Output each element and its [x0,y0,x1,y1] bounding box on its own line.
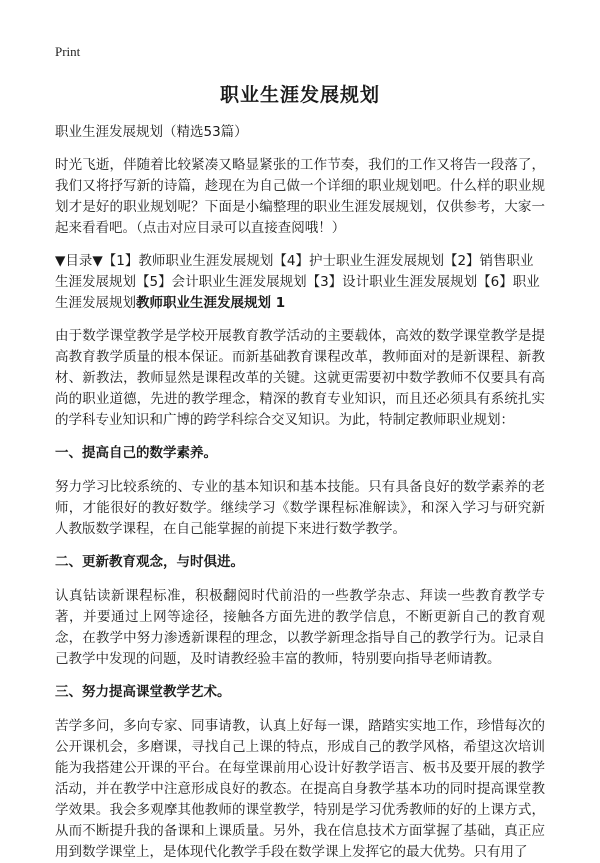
toc-link-4[interactable]: 【4】护士职业生涯发展规划 [273,253,444,269]
section-text-3: 苦学多问，多向专家、同事请教，认真上好每一课，踏踏实实地工作，珍惜每次的公开课机会，多磨课，寻找自己上课的特点，形成自己的教学风格，希望这次培训能为我搭建公开课的平台。在每堂课前用心设计好教学语言、板书及要开展的教学活动，并在教学中注意形成良好的教态。在提高自身教学基本功的同时提高课堂教学效果。我会多观摩其他教师的课堂教学，特别是学习优秀教师的好的上课方式，从而不断提升我的备课和上课质量。另外，我在信息技术方面掌握了基础，真正应用到数学课堂上，是体现代化教学手段在数学课上发挥它的最大优势。只有用了 [55,718,545,860]
document-subtitle: 职业生涯发展规划（精选53篇） [55,124,248,140]
print-label[interactable]: Print [55,44,81,59]
toc-link-5[interactable]: 【5】会计职业生涯发展规划 [136,274,307,290]
section-text-1: 努力学习比较系统的、专业的基本知识和基本技能。只有具备良好的数学素养的老师，才能很好的教好数学。继续学习《数学课程标准解读》，和深入学习与研究新人教版数学课程，在自己能掌握的前提下来进行数学教学。 [55,479,545,537]
table-of-contents [55,251,545,314]
document-title: 职业生涯发展规划 [219,84,380,106]
section-heading-3: 三、努力提高课堂教学艺术。 [55,684,231,700]
article-heading: 教师职业生涯发展规划 1 [136,295,286,311]
intro-paragraph: 时光飞逝，伴随着比较紧凑又略显紧张的工作节奏，我们的工作又将告一段落了，我们又将抒写新的诗篇，趁现在为自己做一个详细的职业规划吧。什么样的职业规划才是好的职业规划呢？下面是小编整理的职业生涯发展规划，仅供参考，大家一起来看看吧。（点击对应目录可以直接查阅哦！） [55,157,545,236]
section-heading-1: 一、提高自己的数学素养。 [55,445,217,461]
section-text-2: 认真钻读新课程标准，积极翻阅时代前沿的一些教学杂志、拜读一些教育教学专著，并要通过上网等途径，接触各方面先进的教学信息，不断更新自己的教育观念，在教学中努力渗透新课程的理念，以教学新理念指导自己的教学行为。记录自己教学中发现的问题，及时请教经验丰富的教师，特别要向指导老师请教。 [55,588,545,667]
toc-link-1[interactable]: 【1】教师职业生涯发展规划 [102,253,274,269]
toc-link-2[interactable]: 【2】销售职业生涯发展规划 [55,253,534,290]
body-paragraph: 由于数学课堂教学是学校开展教育教学活动的主要载体，高效的数学课堂教学是提高教育教学质量的根本保证。而新基础教育课程改革，教师面对的是新课程、新教材、新教法，教师显然是课程改革的关键。这就更需要初中数学教师不仅要具有高尚的职业道德，先进的教学理念，精深的教育专业知识，而且还必须具有系统扎实的学科专业知识和广博的跨学科综合交叉知识。为此，特制定教师职业规划： [55,328,545,428]
toc-link-6[interactable]: 【6】职业生涯发展规划 [55,274,540,311]
toc-link-3[interactable]: 【3】设计职业生涯发展规划 [306,274,478,290]
section-heading-2: 二、更新教育观念，与时俱进。 [55,554,244,570]
toc-marker: ▼目录▼ [55,253,103,269]
